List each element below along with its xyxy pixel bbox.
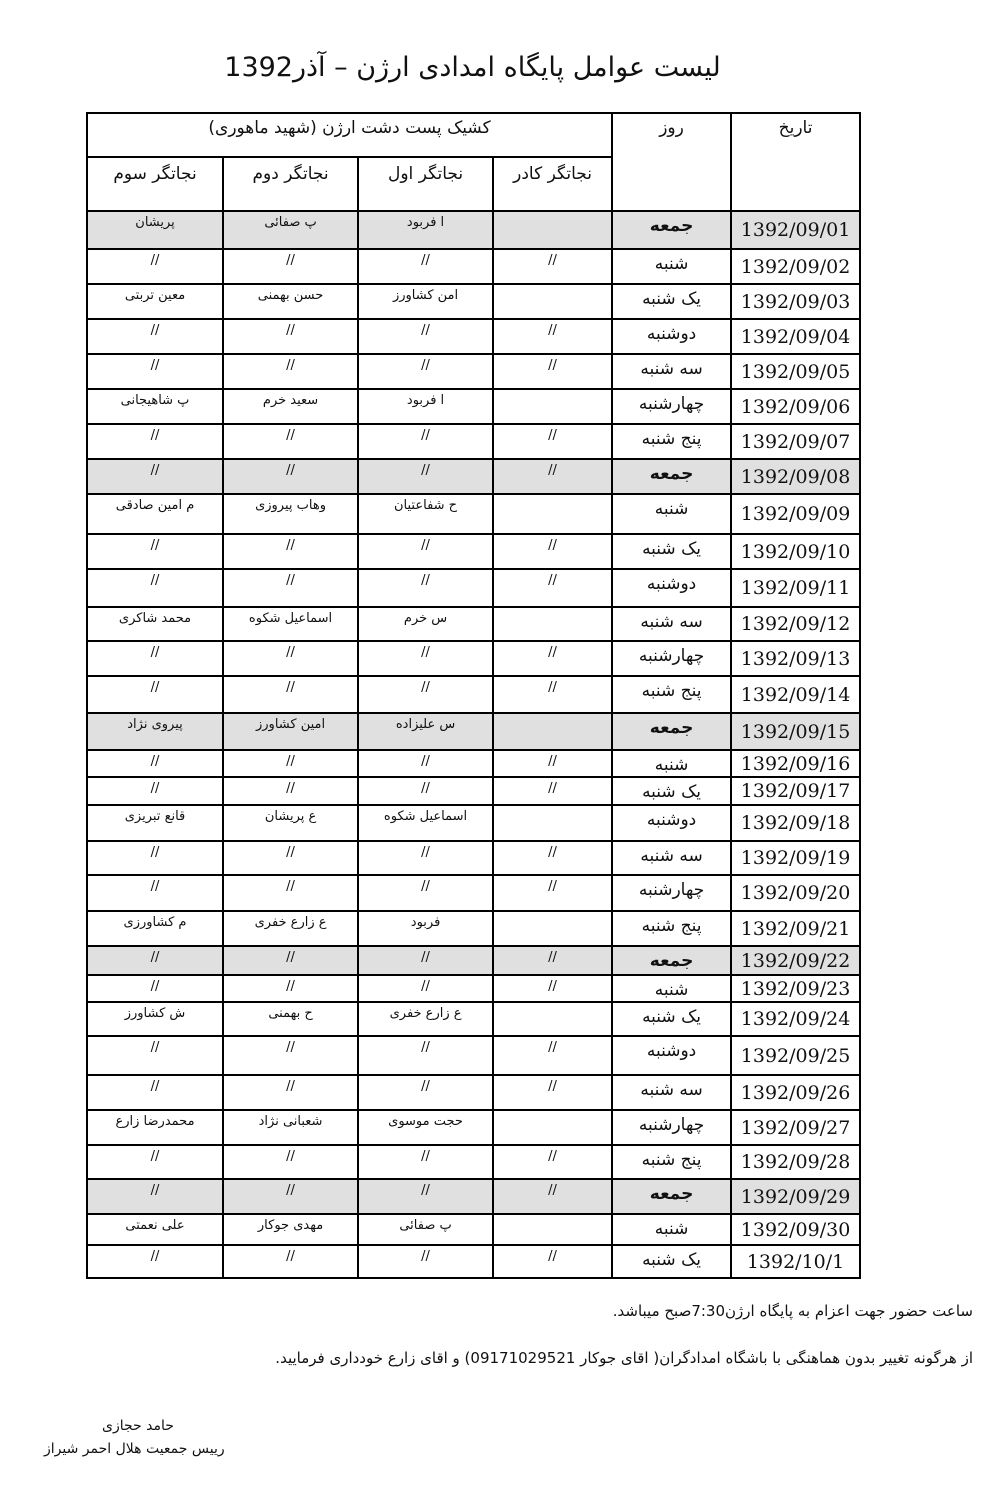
rescuer-2-cell: // (223, 354, 358, 389)
day-cell: دوشنبه (612, 805, 731, 841)
table-row (87, 494, 860, 534)
rescuer-staff-cell: // (493, 534, 612, 569)
table-row (87, 911, 860, 946)
day-cell: چهارشنبه (612, 1110, 731, 1145)
rescuer-staff-cell: // (493, 424, 612, 459)
rescuer-2-cell: حسن بهمنی (223, 284, 358, 319)
rescuer-staff-cell: // (493, 641, 612, 676)
table-row (87, 284, 860, 319)
table-row (87, 319, 860, 354)
rescuer-2-cell: // (223, 424, 358, 459)
rescuer-2-cell: // (223, 676, 358, 713)
table-row (87, 211, 860, 249)
table-row (87, 569, 860, 607)
rescuer-1-cell: ح شفاعتیان (358, 494, 493, 534)
rescuer-2-cell: // (223, 946, 358, 975)
rescuer-3-cell: پیروی نژاد (87, 713, 223, 750)
rescuer-3-cell: معین تربتی (87, 284, 223, 319)
date-cell: 1392/09/25 (731, 1036, 860, 1075)
day-cell: چهارشنبه (612, 389, 731, 424)
date-cell: 1392/09/02 (731, 249, 860, 284)
header-rescuer-3: نجاتگر سوم (87, 157, 223, 211)
rescuer-1-cell: ع زارع خفری (358, 1002, 493, 1036)
rescuer-staff-cell: // (493, 975, 612, 1002)
table-row (87, 805, 860, 841)
date-cell: 1392/09/04 (731, 319, 860, 354)
rescuer-staff-cell: // (493, 249, 612, 284)
table-row (87, 354, 860, 389)
rescuer-1-cell: پ صفائی (358, 1214, 493, 1245)
rescuer-2-cell: امین کشاورز (223, 713, 358, 750)
rescuer-3-cell: علی نعمتی (87, 1214, 223, 1245)
day-cell: پنج شنبه (612, 911, 731, 946)
rescuer-2-cell: // (223, 750, 358, 777)
table-row (87, 750, 860, 777)
rescuer-1-cell: // (358, 750, 493, 777)
rescuer-2-cell: // (223, 875, 358, 911)
roster-body (87, 211, 860, 1278)
rescuer-staff-cell: // (493, 841, 612, 875)
date-cell: 1392/09/14 (731, 676, 860, 713)
rescuer-1-cell: // (358, 875, 493, 911)
rescuer-staff-cell: // (493, 1036, 612, 1075)
date-cell: 1392/09/27 (731, 1110, 860, 1145)
day-cell: یک شنبه (612, 1002, 731, 1036)
table-row (87, 1075, 860, 1110)
date-cell: 1392/09/26 (731, 1075, 860, 1110)
rescuer-1-cell: // (358, 676, 493, 713)
rescuer-staff-cell (493, 607, 612, 641)
rescuer-1-cell: // (358, 946, 493, 975)
table-row (87, 713, 860, 750)
rescuer-staff-cell (493, 1110, 612, 1145)
rescuer-3-cell: // (87, 1075, 223, 1110)
rescuer-3-cell: // (87, 875, 223, 911)
rescuer-2-cell: // (223, 841, 358, 875)
rescuer-2-cell: // (223, 777, 358, 805)
rescuer-1-cell: فربود (358, 911, 493, 946)
table-row (87, 841, 860, 875)
day-cell: دوشنبه (612, 319, 731, 354)
rescuer-staff-cell: // (493, 459, 612, 494)
rescuer-2-cell: // (223, 1036, 358, 1075)
rescuer-1-cell: // (358, 1245, 493, 1278)
table-row (87, 424, 860, 459)
rescuer-2-cell: // (223, 1245, 358, 1278)
page-title: لیست عوامل پایگاه امدادی ارژن – آذر1392 (224, 52, 721, 83)
rescuer-3-cell: محمدرضا زارع (87, 1110, 223, 1145)
date-cell: 1392/09/03 (731, 284, 860, 319)
date-cell: 1392/09/15 (731, 713, 860, 750)
date-cell: 1392/09/16 (731, 750, 860, 777)
rescuer-1-cell: // (358, 569, 493, 607)
rescuer-staff-cell (493, 389, 612, 424)
rescuer-2-cell: اسماعیل شکوه (223, 607, 358, 641)
rescuer-3-cell: م امین صادقی (87, 494, 223, 534)
rescuer-3-cell: // (87, 459, 223, 494)
table-row (87, 975, 860, 1002)
rescuer-3-cell: // (87, 841, 223, 875)
day-cell: دوشنبه (612, 569, 731, 607)
table-row (87, 875, 860, 911)
day-cell: یک شنبه (612, 284, 731, 319)
rescuer-1-cell: // (358, 841, 493, 875)
date-cell: 1392/09/30 (731, 1214, 860, 1245)
rescuer-staff-cell (493, 284, 612, 319)
date-cell: 1392/09/07 (731, 424, 860, 459)
rescuer-staff-cell (493, 805, 612, 841)
table-row (87, 1245, 860, 1278)
rescuer-staff-cell: // (493, 777, 612, 805)
table-row (87, 249, 860, 284)
rescuer-staff-cell: // (493, 1075, 612, 1110)
rescuer-2-cell: // (223, 569, 358, 607)
rescuer-staff-cell: // (493, 946, 612, 975)
table-row (87, 777, 860, 805)
day-cell: جمعه (612, 1179, 731, 1214)
day-cell: یک شنبه (612, 534, 731, 569)
day-cell: پنج شنبه (612, 424, 731, 459)
rescuer-1-cell: // (358, 975, 493, 1002)
rescuer-1-cell: // (358, 1145, 493, 1179)
rescuer-1-cell: // (358, 1036, 493, 1075)
rescuer-1-cell: س خرم (358, 607, 493, 641)
day-cell: سه شنبه (612, 1075, 731, 1110)
rescuer-3-cell: // (87, 1245, 223, 1278)
table-row (87, 1145, 860, 1179)
day-cell: جمعه (612, 713, 731, 750)
rescuer-1-cell: // (358, 319, 493, 354)
header-rescuer-1: نجاتگر اول (358, 157, 493, 211)
rescuer-1-cell: // (358, 459, 493, 494)
rescuer-2-cell: // (223, 249, 358, 284)
rescuer-3-cell: محمد شاکری (87, 607, 223, 641)
day-cell: سه شنبه (612, 354, 731, 389)
rescuer-2-cell: شعبانی نژاد (223, 1110, 358, 1145)
date-cell: 1392/09/13 (731, 641, 860, 676)
rescuer-3-cell: م کشاورزی (87, 911, 223, 946)
day-cell: یک شنبه (612, 1245, 731, 1278)
date-cell: 1392/09/11 (731, 569, 860, 607)
rescuer-2-cell: پ صفائی (223, 211, 358, 249)
rescuer-2-cell: ح بهمنی (223, 1002, 358, 1036)
rescuer-1-cell: // (358, 249, 493, 284)
rescuer-staff-cell: // (493, 1145, 612, 1179)
table-row (87, 676, 860, 713)
day-cell: پنج شنبه (612, 1145, 731, 1179)
day-cell: جمعه (612, 946, 731, 975)
rescuer-2-cell: // (223, 459, 358, 494)
note-arrival-time: ساعت حضور جهت اعزام به پایگاه ارژن7:30صبح میباشد. (612, 1302, 973, 1320)
rescuer-1-cell: // (358, 1075, 493, 1110)
table-row (87, 607, 860, 641)
rescuer-3-cell: // (87, 569, 223, 607)
day-cell: شنبه (612, 750, 731, 777)
duty-roster-table (86, 112, 861, 1279)
rescuer-1-cell: // (358, 424, 493, 459)
day-cell: دوشنبه (612, 1036, 731, 1075)
rescuer-1-cell: حجت موسوی (358, 1110, 493, 1145)
table-row (87, 1036, 860, 1075)
rescuer-3-cell: قانع تبریزی (87, 805, 223, 841)
rescuer-3-cell: // (87, 1179, 223, 1214)
rescuer-1-cell: // (358, 354, 493, 389)
day-cell: چهارشنبه (612, 875, 731, 911)
rescuer-staff-cell: // (493, 319, 612, 354)
rescuer-staff-cell (493, 911, 612, 946)
rescuer-staff-cell: // (493, 750, 612, 777)
rescuer-1-cell: // (358, 534, 493, 569)
table-row (87, 641, 860, 676)
rescuer-1-cell: ا فربود (358, 389, 493, 424)
rescuer-3-cell: // (87, 249, 223, 284)
rescuer-3-cell: // (87, 676, 223, 713)
date-cell: 1392/09/23 (731, 975, 860, 1002)
rescuer-1-cell: اسماعیل شکوه (358, 805, 493, 841)
date-cell: 1392/09/12 (731, 607, 860, 641)
day-cell: سه شنبه (612, 607, 731, 641)
rescuer-3-cell: // (87, 354, 223, 389)
rescuer-2-cell: // (223, 1145, 358, 1179)
table-row (87, 1179, 860, 1214)
rescuer-3-cell: // (87, 1145, 223, 1179)
table-row (87, 1214, 860, 1245)
rescuer-2-cell: // (223, 1179, 358, 1214)
rescuer-3-cell: // (87, 534, 223, 569)
date-cell: 1392/09/06 (731, 389, 860, 424)
date-cell: 1392/09/01 (731, 211, 860, 249)
day-cell: شنبه (612, 975, 731, 1002)
rescuer-staff-cell: // (493, 569, 612, 607)
date-cell: 1392/09/10 (731, 534, 860, 569)
date-cell: 1392/09/17 (731, 777, 860, 805)
rescuer-1-cell: امن کشاورز (358, 284, 493, 319)
rescuer-2-cell: // (223, 975, 358, 1002)
rescuer-2-cell: مهدی جوکار (223, 1214, 358, 1245)
date-cell: 1392/09/09 (731, 494, 860, 534)
day-cell: شنبه (612, 249, 731, 284)
rescuer-staff-cell (493, 1214, 612, 1245)
day-cell: شنبه (612, 494, 731, 534)
header-day: روز (612, 113, 731, 211)
header-rescuer-staff: نجاتگر کادر (493, 157, 612, 211)
rescuer-staff-cell (493, 211, 612, 249)
table-row (87, 459, 860, 494)
rescuer-staff-cell: // (493, 676, 612, 713)
date-cell: 1392/09/22 (731, 946, 860, 975)
day-cell: جمعه (612, 459, 731, 494)
day-cell: شنبه (612, 1214, 731, 1245)
rescuer-2-cell: // (223, 1075, 358, 1110)
rescuer-staff-cell: // (493, 354, 612, 389)
rescuer-2-cell: ع پریشان (223, 805, 358, 841)
date-cell: 1392/09/24 (731, 1002, 860, 1036)
date-cell: 1392/09/29 (731, 1179, 860, 1214)
rescuer-3-cell: // (87, 424, 223, 459)
date-cell: 1392/10/1 (731, 1245, 860, 1278)
rescuer-1-cell: ا فربود (358, 211, 493, 249)
rescuer-2-cell: // (223, 641, 358, 676)
rescuer-staff-cell (493, 713, 612, 750)
day-cell: یک شنبه (612, 777, 731, 805)
rescuer-1-cell: // (358, 1179, 493, 1214)
rescuer-3-cell: ش کشاورز (87, 1002, 223, 1036)
table-row (87, 1110, 860, 1145)
signature-name: حامد حجازی (102, 1418, 174, 1434)
rescuer-3-cell: // (87, 641, 223, 676)
date-cell: 1392/09/19 (731, 841, 860, 875)
rescuer-3-cell: پ شاهیجانی (87, 389, 223, 424)
table-row (87, 534, 860, 569)
rescuer-3-cell: // (87, 750, 223, 777)
date-cell: 1392/09/20 (731, 875, 860, 911)
header-date: تاریخ (731, 113, 860, 211)
table-row (87, 389, 860, 424)
rescuer-2-cell: ع زارع خفری (223, 911, 358, 946)
day-cell: جمعه (612, 211, 731, 249)
rescuer-staff-cell: // (493, 1179, 612, 1214)
rescuer-3-cell: // (87, 777, 223, 805)
table-row (87, 946, 860, 975)
rescuer-staff-cell (493, 494, 612, 534)
date-cell: 1392/09/08 (731, 459, 860, 494)
rescuer-1-cell: س علیزاده (358, 713, 493, 750)
date-cell: 1392/09/21 (731, 911, 860, 946)
table-row (87, 1002, 860, 1036)
day-cell: چهارشنبه (612, 641, 731, 676)
day-cell: سه شنبه (612, 841, 731, 875)
note-coordination: از هرگونه تغییر بدون هماهنگی با باشگاه امدادگران( اقای جوکار 09171029521) و اقای زارع خودداری فرمایید. (275, 1349, 973, 1367)
signature-role: رییس جمعیت هلال احمر شیراز (44, 1441, 225, 1457)
rescuer-2-cell: وهاب پیروزی (223, 494, 358, 534)
rescuer-staff-cell (493, 1002, 612, 1036)
date-cell: 1392/09/28 (731, 1145, 860, 1179)
rescuer-2-cell: // (223, 534, 358, 569)
rescuer-staff-cell: // (493, 875, 612, 911)
header-station: کشیک پست دشت ارژن (شهید ماهوری) (87, 113, 612, 157)
header-rescuer-2: نجاتگر دوم (223, 157, 358, 211)
rescuer-2-cell: // (223, 319, 358, 354)
rescuer-1-cell: // (358, 777, 493, 805)
rescuer-3-cell: // (87, 319, 223, 354)
rescuer-3-cell: // (87, 1036, 223, 1075)
date-cell: 1392/09/05 (731, 354, 860, 389)
day-cell: پنج شنبه (612, 676, 731, 713)
rescuer-3-cell: پریشان (87, 211, 223, 249)
rescuer-3-cell: // (87, 975, 223, 1002)
rescuer-2-cell: سعید خرم (223, 389, 358, 424)
date-cell: 1392/09/18 (731, 805, 860, 841)
rescuer-1-cell: // (358, 641, 493, 676)
rescuer-3-cell: // (87, 946, 223, 975)
rescuer-staff-cell: // (493, 1245, 612, 1278)
